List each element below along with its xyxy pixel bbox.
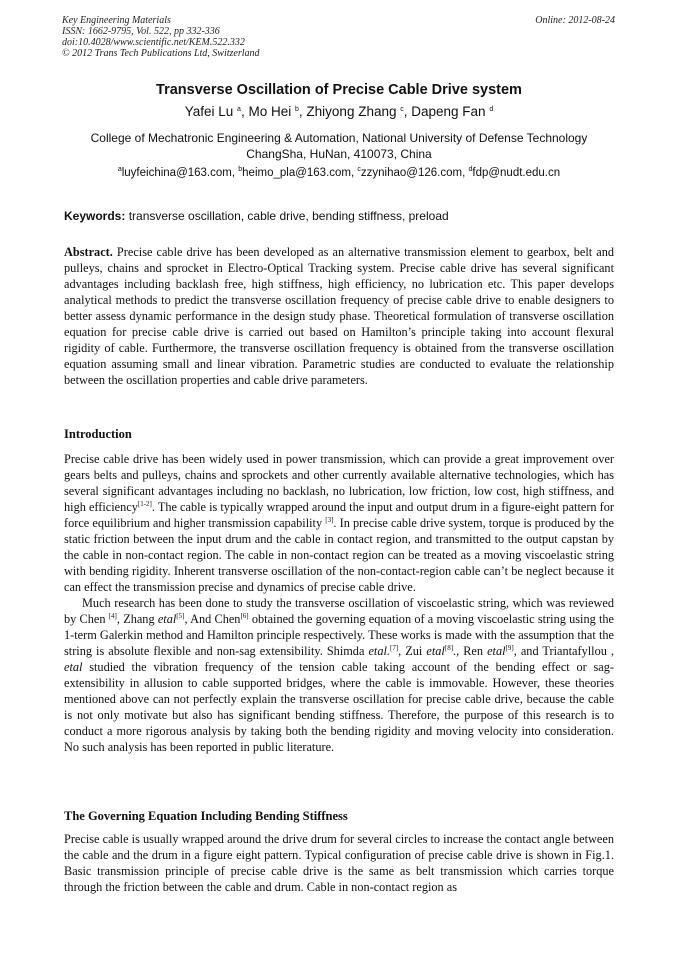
email-sup: d xyxy=(468,166,473,173)
author-name: Dapeng Fan xyxy=(411,104,486,119)
etal-italic: etal xyxy=(157,612,177,626)
text-run: , Zui xyxy=(398,644,427,658)
text-run: Precise cable drive has been widely used in power transmission, which can provide a great improvement over gears belts and pulleys, chains and sprockets and other currently available alternative technologies, which has several significant advantages including no backlash, no lubrication, low friction, low cost, high stiffness, and high efficiency xyxy=(64,452,614,514)
paragraph xyxy=(64,595,614,755)
issn: ISSN: 1662-9795, Vol. 522, pp 332-336 xyxy=(62,26,220,37)
keywords-text: transverse oscillation, cable drive, bending stiffness, preload xyxy=(128,209,449,223)
email-sup: b xyxy=(238,166,243,173)
introduction-body xyxy=(64,451,614,755)
affiliation xyxy=(0,131,678,162)
author-sup: b xyxy=(295,106,299,113)
journal-header xyxy=(62,15,260,59)
governing-equation-body xyxy=(64,831,614,895)
online-date: Online: 2012-08-24 xyxy=(535,15,615,26)
etal-italic: etal xyxy=(426,644,445,658)
citation[interactable]: [4] xyxy=(108,612,117,620)
citation[interactable]: [7] xyxy=(389,644,399,652)
etal-italic: etal xyxy=(487,644,506,658)
email-sup: a xyxy=(117,166,122,173)
affiliation-line: ChangSha, HuNan, 410073, China xyxy=(246,146,432,161)
citation[interactable]: [1-2] xyxy=(137,500,152,508)
citation[interactable]: [3] xyxy=(325,516,334,524)
paragraph: Precise cable is usually wrapped around the drive drum for several circles to increase the contact angle between the cable and the drum in a figure eight pattern. Typical configuration of precise cable drive is shown in Fig.1. Basic transmission principle of precise cable drive is the same as belt transmission which carries torque through the friction between the cable and drum. Cable in non-contact region as xyxy=(64,832,614,894)
author-sup: c xyxy=(400,106,404,113)
author-name: Mo Hei xyxy=(248,104,292,119)
author-list: Yafei Lu $^a$, Mo Hei $^b$, Zhiyong Zhang $^c$, Dapeng Fan $^d$ xyxy=(184,104,494,119)
text-run: Much research has been done to study the transverse oscillation of viscoelastic string, which was reviewed by Chen xyxy=(64,596,614,626)
email-link[interactable]: zzynihao@126.com xyxy=(360,167,463,179)
email-link[interactable]: luyfeichina@163.com xyxy=(121,167,232,179)
text-run: . The cable is typically wrapped around the input and output drum in a figure-eight pattern for force equilibrium and higher transmission capability xyxy=(64,500,614,530)
text-run: ., Ren xyxy=(453,644,488,658)
author-sup: d xyxy=(489,106,494,113)
etal-italic: etal xyxy=(64,660,83,674)
citation[interactable]: [8] xyxy=(444,644,454,652)
keywords xyxy=(64,209,449,223)
text-run: obtained the governing equation of a moving viscoelastic string using the 1-term Galerkin method and Hamilton principle respectively. These works is made with the assumption that the string is absolute flexible and non-sag extensibility. Shimda xyxy=(64,612,614,658)
citation[interactable]: [6] xyxy=(240,612,249,620)
abstract-text: Precise cable drive has been developed as an alternative transmission element to gearbox, belt and pulleys, chains and sprocket in Electro-Optical Tracking system. Precise cable drive has several significant advantages including backlash free, high stiffness, high efficiency, no lubrication etc. This paper develops analytical methods to predict the transverse oscillation frequency of precise cable drive to enable designers to better assess dynamic performance in the design study phase. Theoretical formulation of transverse oscillation equation for precise cable drive is carried out based on Hamilton’s principle taking into account flexural rigidity of cable. Furthermore, the transverse oscillation frequency is obtained from the transverse oscillation equation assuming small and linear vibration. Parametric studies are conducted to evaluate the relationship between the oscillation properties and cable drive parameters. xyxy=(64,245,614,387)
author-sup: a xyxy=(237,106,241,113)
affiliation-line: College of Mechatronic Engineering & Automation, National University of Defense Technology xyxy=(90,131,588,145)
text-run: , And Chen xyxy=(184,612,241,626)
email-list: $^a$luyfeichina@163.com, $^b$heimo_pla@163.com, $^c$zzynihao@126.com, $^d$fdp@nudt.edu.cn xyxy=(117,166,561,179)
email-sup: c xyxy=(357,166,361,173)
author-name: Zhiyong Zhang xyxy=(306,104,397,119)
copyright: © 2012 Trans Tech Publications Ltd, Switzerland xyxy=(62,48,260,59)
section-heading-introduction: Introduction xyxy=(64,427,132,441)
text-run: . In precise cable drive system, torque is produced by the static friction between the input drum and the cable in contact region, and transmitted to the output capstan by the cable in non-contact region. The cable in non-contact region can be treated as a moving viscoelastic string with bending rigidity. Inherent transverse oscillation of the non-contact-region cable can’t be neglect because it can effect the transmission precise and dynamics of precise cable drive. xyxy=(64,516,614,594)
email-link[interactable]: heimo_pla@163.com xyxy=(242,167,352,179)
doi: doi:10.4028/www.scientific.net/KEM.522.332 xyxy=(62,37,245,48)
citation[interactable]: [9] xyxy=(505,644,514,652)
text-run: studied the vibration frequency of the tension cable taking account of the bending effect or sag-extensibility in allusion to cable supported bridges, where the cable is immovable. However, these theories mentioned above can not perfectly explain the transverse oscillation for precise cable drive, because the cable is not only motivate but also has significant bending stiffness. Therefore, the purpose of this research is to conduct a more rigorous analysis by taking both the bending rigidity and moving velocity into consideration. No such analysis has been reported in public literature. xyxy=(64,660,614,754)
email-link[interactable]: fdp@nudt.edu.cn xyxy=(472,167,561,179)
paper-title: Transverse Oscillation of Precise Cable Drive system xyxy=(156,82,522,98)
text-run: , and Triantafyllou , xyxy=(513,644,614,658)
citation[interactable]: [5] xyxy=(176,612,185,620)
etal-italic: etal. xyxy=(368,644,390,658)
author-name: Yafei Lu xyxy=(184,104,234,119)
keywords-label: Keywords: xyxy=(64,209,126,223)
text-run: , Zhang xyxy=(116,612,158,626)
journal-name: Key Engineering Materials xyxy=(62,15,171,26)
section-heading-governing-equation: The Governing Equation Including Bending Stiffness xyxy=(64,809,348,823)
abstract-label: Abstract. xyxy=(64,245,113,259)
paragraph xyxy=(64,451,614,595)
abstract xyxy=(64,244,614,388)
